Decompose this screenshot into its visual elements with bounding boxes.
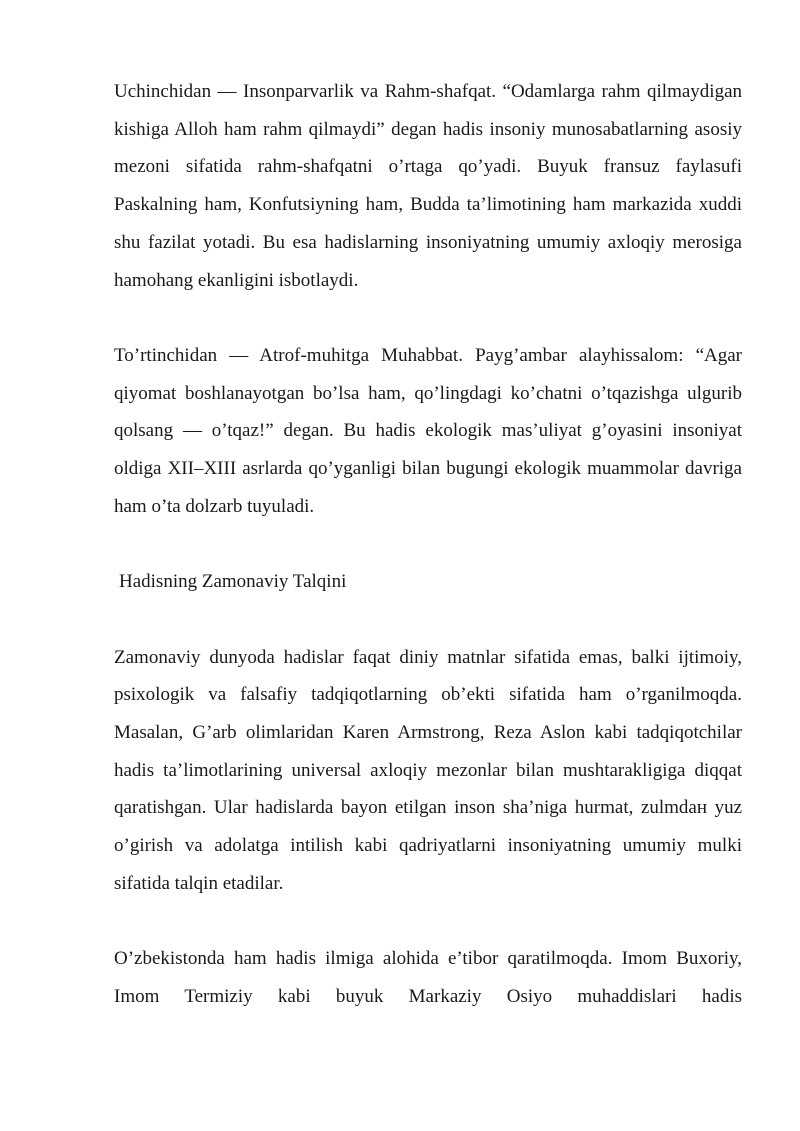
- paragraph-uzbekistan: O’zbekistonda ham hadis ilmiga alohida e’tibor qaratilmoqda. Imom Buxoriy, Imom Termiziy kabi buyuk Markaziy Osiyo muhaddislari hadis: [114, 948, 742, 1007]
- paragraph-humanism: Uchinchidan — Insonparvarlik va Rahm-shafqat. “Odamlarga rahm qilmaydigan kishiga Alloh ham rahm qilmaydi” degan hadis insoniy munosabatlarning asosiy mezoni sifatida rahm-shafqatni o’rtaga qo’yadi. Buyuk fransuz faylasufi Paskalning ham, Konfutsiyning ham, Budda ta’limotining ham markazida xuddi shu fazilat yotadi. Bu esa hadislarning insoniyatning umumiy axloqiy merosiga hamohang ekanligini isbotlaydi.: [114, 81, 742, 291]
- section-heading: Hadisning Zamonaviy Talqini: [119, 571, 347, 593]
- paragraph-modern-interpretation: Zamonaviy dunyoda hadislar faqat diniy matnlar sifatida emas, balki ijtimoiy, psixologik va falsafiy tadqiqotlarning ob’ekti sifatida ham o’rganilmoqda. Masalan, G’arb olimlaridan Karen Armstrong, Reza Aslon kabi tadqiqotchilar hadis ta’limotlarining universal axloqiy mezonlar bilan mushtarakligiga diqqat qaratishgan. Ular hadislarda bayon etilgan inson sha’niga hurmat, zulmdaн yuz o’girish va adolatga intilish kabi qadriyatlarni insoniyatning umumiy mulki sifatida talqin etadilar.: [114, 646, 742, 894]
- paragraph-environment: To’rtinchidan — Atrof-muhitga Muhabbat. Payg’ambar alayhissalom: “Agar qiyomat boshlanayotgan bo’lsa ham, qo’lingdagi ko’chatni o’tqazishga ulgurib qolsang — o’tqaz!” degan. Bu hadis ekologik mas’uliyat g’oyasini insoniyat oldiga XII–XIII asrlarda qo’yganligi bilan bugungi ekologik muammolar davriga ham o’ta dolzarb tuyuladi.: [114, 344, 742, 517]
- document-page: [114, 73, 742, 1053]
